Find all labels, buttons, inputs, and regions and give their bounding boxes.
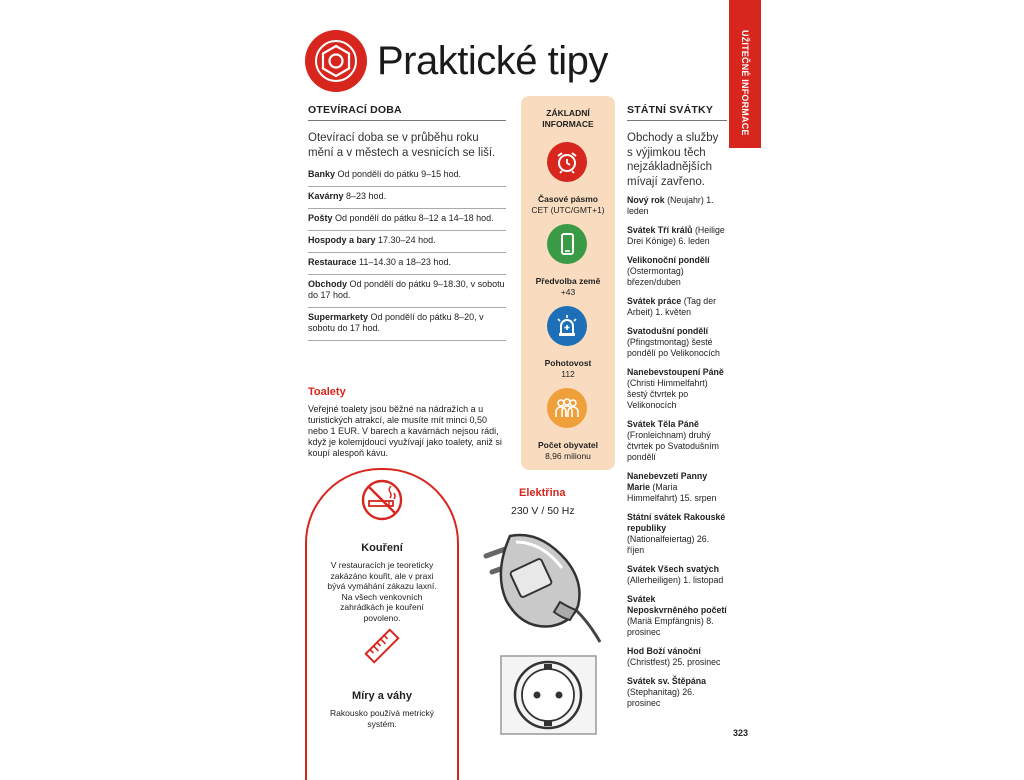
toilets-heading: Toalety (308, 386, 346, 398)
list-item: Svátek Neposkvrněného početí (Mariä Empfängnis) 8. prosinec (627, 594, 727, 637)
basic-info-heading: ZÁKLADNÍ INFORMACE (542, 108, 594, 129)
smoking-measures-panel (305, 468, 459, 780)
list-item: Banky Od pondělí do pátku 9–15 hod. (308, 165, 506, 187)
smoking-text: V restauracích je teoreticky zakázáno kouřit, ale v praxi bývá vymáhání zákazu laxní. Na všech venkovních zahrádkách je kouření povoleno. (327, 560, 437, 623)
emergency-item: Pohotovost 112 (544, 358, 592, 379)
list-item: Supermarkety Od pondělí do pátku 8–20, v sobotu do 17 hod. (308, 308, 506, 341)
list-item: Svátek sv. Štěpána (Stephanitag) 26. prosinec (627, 676, 707, 708)
list-item: Pošty Od pondělí do pátku 8–12 a 14–18 hod. (308, 209, 506, 231)
public-holidays-heading: STÁTNÍ SVÁTKY (627, 104, 727, 121)
list-item: Velikonoční pondělí (Ostermontag) březen/duben (627, 255, 710, 287)
toilets-text: Veřejné toalety jsou běžné na nádražích a u turistických atrakcí, ale musíte mít minci 0,50 nebo 1 EUR. V barech a kavárnách nejsou rádi, když je kolemjdoucí využívají jako toalety, aniž si koupí alespoň kávu. (308, 404, 502, 458)
list-item: Svátek Tří králů (Heilige Drei Könige) 6. leden (627, 225, 725, 246)
public-holidays-section (627, 104, 727, 717)
measures-heading: Míry a váhy (352, 690, 412, 702)
emergency-light-icon (547, 306, 587, 346)
people-icon (547, 388, 587, 428)
section-tab (729, 0, 761, 148)
section-tab-label: UŽITEČNÉ INFORMACE (740, 30, 750, 136)
opening-hours-intro: Otevírací doba se v průběhu roku mění a v městech a vesnicích se liší. (308, 132, 496, 159)
list-item: Kavárny 8–23 hod. (308, 187, 506, 209)
measures-text: Rakousko používá metrický systém. (330, 708, 434, 729)
list-item: Státní svátek Rakouské republiky (Nationalfeiertag) 26. říjen (627, 512, 726, 555)
no-smoking-icon (360, 478, 404, 527)
page-title: Praktické tipy (377, 38, 608, 83)
opening-hours-section (308, 104, 506, 341)
hex-nut-icon (305, 30, 367, 92)
list-item: Svatodušní pondělí (Pfingstmontag) šesté pondělí po Velikonocích (627, 326, 720, 358)
list-item: Svátek Všech svatých (Allerheiligen) 1. listopad (627, 564, 724, 585)
list-item: Nanebevzetí Panny Marie (Maria Himmelfahrt) 15. srpen (627, 471, 717, 503)
list-item: Hospody a bary 17.30–24 hod. (308, 231, 506, 253)
list-item: Nanebevstoupení Páně (Christi Himmelfahrt) šestý čtvrtek po Velikonocích (627, 367, 724, 410)
list-item: Svátek práce (Tag der Arbeit) 1. květen (627, 296, 717, 317)
country-code-item: Předvolba země +43 (535, 276, 601, 297)
page-number: 323 (733, 728, 749, 738)
smartphone-icon (547, 224, 587, 264)
population-item: Počet obyvatel 8,96 milionu (538, 440, 598, 461)
list-item: Svátek Těla Páně (Fronleichnam) druhý čtvrtek po Svatodušním pondělí (627, 419, 719, 462)
basic-info-box (521, 96, 615, 470)
electricity-value: 230 V / 50 Hz (511, 505, 575, 517)
alarm-clock-icon (547, 142, 587, 182)
plug-icon (480, 530, 604, 650)
electricity-heading: Elektřina (519, 487, 566, 499)
list-item: Restaurace 11–14.30 a 18–23 hod. (308, 253, 506, 275)
ruler-icon (362, 626, 402, 671)
time-zone-item: Časové pásmo CET (UTC/GMT+1) (531, 194, 605, 215)
opening-hours-heading: OTEVÍRACÍ DOBA (308, 104, 506, 121)
smoking-heading: Kouření (361, 542, 403, 554)
list-item: Obchody Od pondělí do pátku 9–18.30, v sobotu do 17 hod. (308, 275, 506, 308)
list-item: Nový rok (Neujahr) 1. leden (627, 195, 714, 216)
socket-icon (500, 655, 597, 735)
list-item: Hod Boží vánoční (Christfest) 25. prosinec (627, 646, 721, 667)
public-holidays-intro: Obchody a služby s výjimkou těch nejzákladnějších mívají zavřeno. (627, 132, 719, 188)
page-header (305, 28, 608, 94)
